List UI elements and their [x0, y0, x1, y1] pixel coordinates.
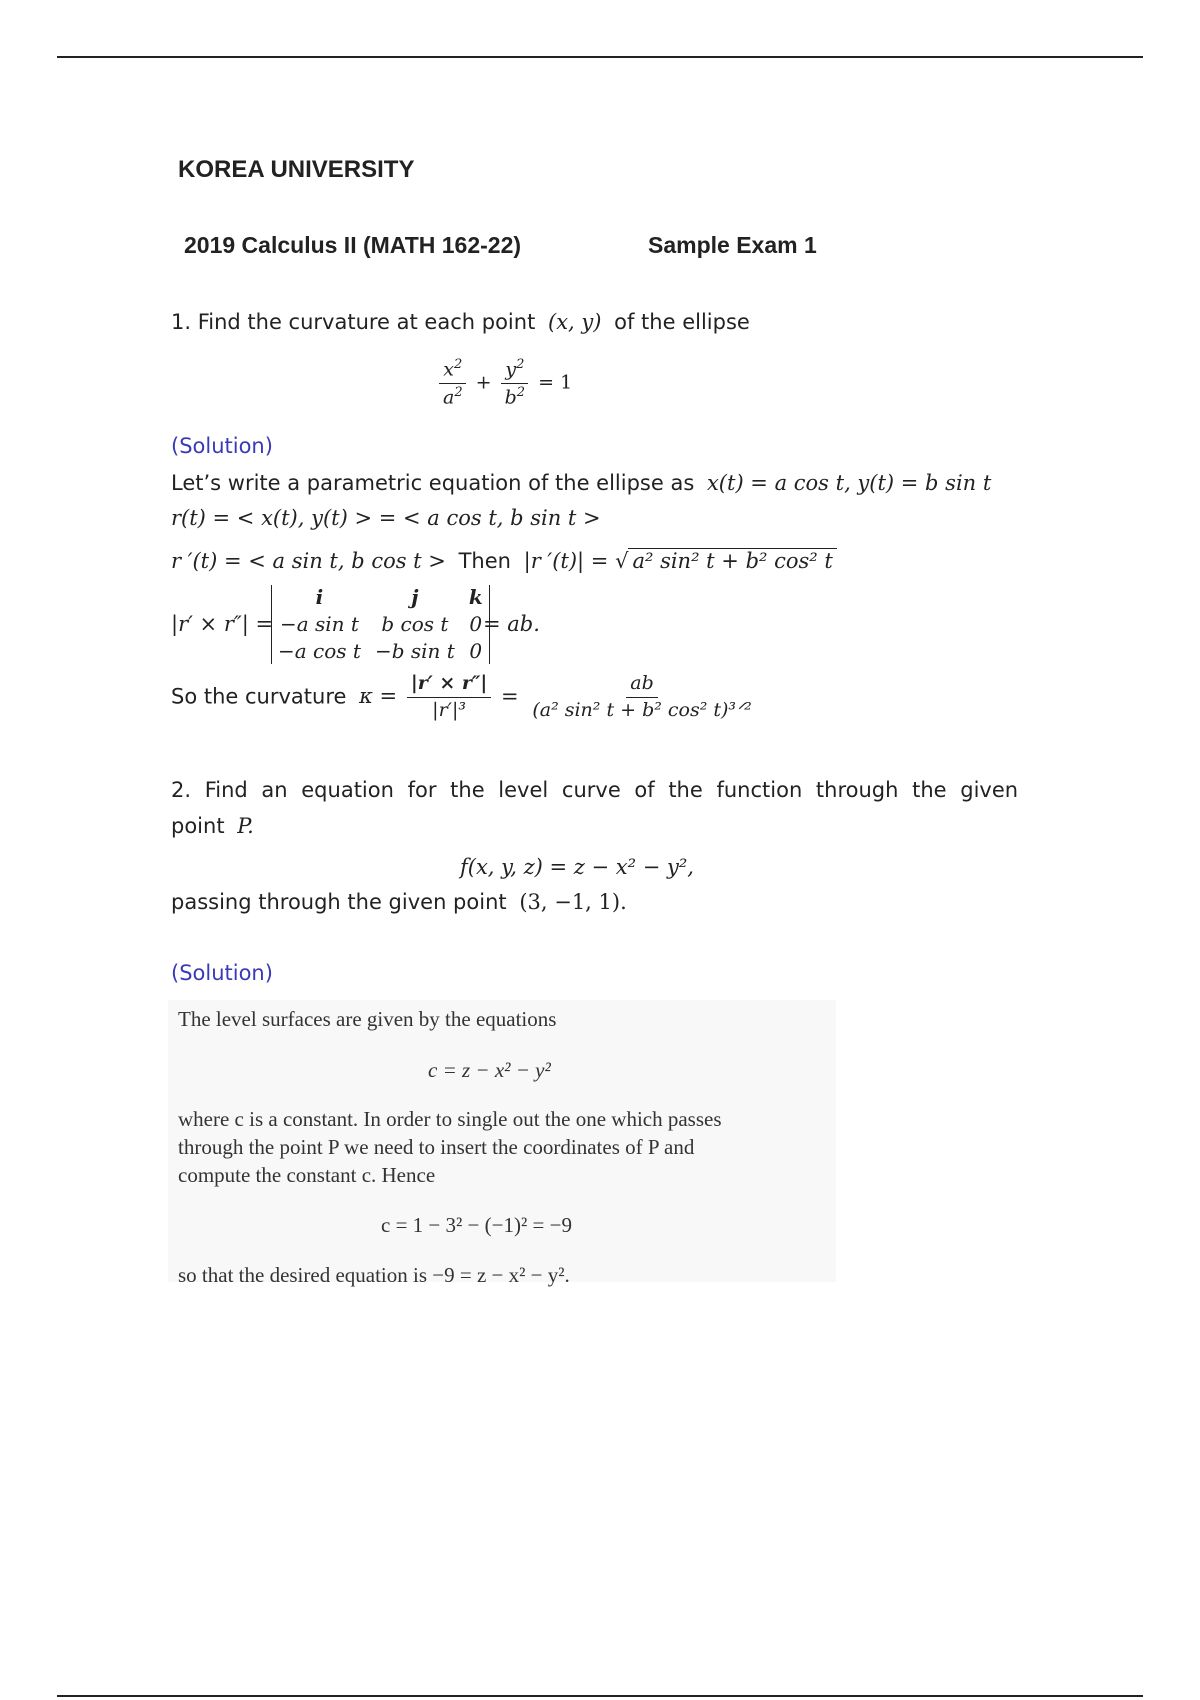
q2-prompt-line2: point P. — [171, 814, 254, 838]
q1-line1: Let’s write a parametric equation of the ellipse as x(t) = a cos t, y(t) = b sin t — [171, 471, 992, 495]
q2-solution-text-5: so that the desired equation is −9 = z − x² − y². — [178, 1263, 570, 1287]
det-cell: −a sin t — [279, 612, 359, 636]
q2-function: f(x, y, z) = z − x² − y², — [460, 855, 694, 879]
q2-solution-text-2: where c is a constant. In order to single out the one which passes — [178, 1107, 722, 1131]
exam-title: Sample Exam 1 — [648, 232, 817, 258]
q2-passing-line: passing through the given point (3, −1, 1). — [171, 890, 627, 914]
q1-prompt: 1. Find the curvature at each point (x, y) of the ellipse — [171, 310, 750, 334]
ellipse-equation: $\frac{x^2}{a^2}$ + $\frac{y^2}{b^2}$ = 1 — [436, 357, 572, 410]
q2-solution-text-4: compute the constant c. Hence — [178, 1163, 436, 1187]
q2-solution-text-1: The level surfaces are given by the equations — [178, 1007, 557, 1031]
q2-solution-eq-1: c = z − x² − y² — [428, 1058, 551, 1082]
det-cell: −a cos t — [278, 639, 361, 663]
q2-solution-text-3: through the point P we need to insert the coordinates of P and — [178, 1135, 695, 1159]
top-rule — [57, 56, 1143, 58]
det-cell: j — [411, 585, 419, 609]
det-cell: −b sin t — [374, 639, 455, 663]
det-cell: i — [315, 585, 324, 609]
cross-product-determinant — [271, 585, 490, 664]
q1-solution-label: (Solution) — [171, 434, 273, 458]
q2-solution-eq-2: c = 1 − 3² − (−1)² = −9 — [381, 1213, 572, 1237]
q2-prompt-line1: 2. Find an equation for the level curve of the function through the given — [171, 778, 1019, 802]
q1-line3: r ′(t) = < a sin t, b cos t > Then |r ′(t)| = √ a² sin² t + b² cos² t — [171, 549, 837, 573]
determinant-lhs: |r′ × r″| = — [171, 612, 274, 636]
bottom-rule — [57, 1695, 1143, 1697]
university-title: KOREA UNIVERSITY — [178, 156, 415, 183]
determinant-rhs: = ab. — [483, 612, 540, 636]
det-cell: b cos t — [381, 612, 449, 636]
det-cell: k — [468, 585, 483, 609]
course-title: 2019 Calculus II (MATH 162-22) — [184, 232, 522, 258]
det-cell: 0 — [469, 639, 483, 663]
q1-line2: r(t) = < x(t), y(t) > = < a cos t, b sin t > — [171, 506, 601, 530]
q2-solution-label: (Solution) — [171, 961, 273, 985]
det-cell: 0 — [469, 612, 483, 636]
curvature-line: So the curvature κ = $\frac{|r' \times r''|}{\text{|r′|³}}$ = $\frac{ab}{\text{(a² sin² t + b² cos² t)³ᐟ²}}$ — [171, 672, 752, 721]
